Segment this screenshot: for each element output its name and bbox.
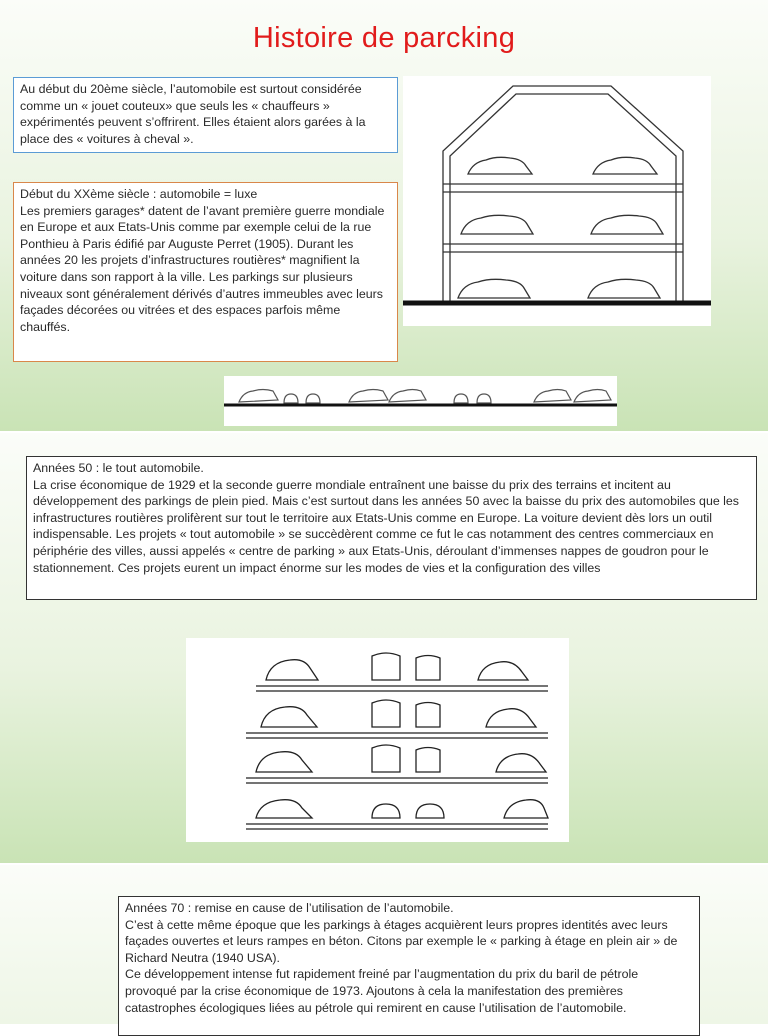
box-heading: Années 70 : remise en cause de l’utilisation de l’automobile.	[125, 901, 454, 915]
box-heading: Années 50 : le tout automobile.	[33, 461, 204, 475]
multi-level-parking-illustration	[186, 638, 569, 842]
text-box-luxury-era	[13, 182, 398, 362]
paragraph: Au début du 20ème siècle, l’automobile est surtout considérée comme un « jouet couteux» que seuls les « chauffeurs » expérimentés peuvent s’offrirent. Elles étaient alors garées à la place des « voitures à cheval ».	[20, 82, 366, 146]
ground-level-cars-illustration	[224, 376, 617, 426]
paragraph: C’est à cette même époque que les parkings à étages acquièrent leurs propres identités avec leurs façades ouvertes et leurs rampes en béton. Citons par exemple le « parking à étage en plein air » de Richard Neutra (1940 USA).	[125, 917, 678, 965]
text-box-1970s	[118, 896, 700, 1036]
slide-separator	[0, 863, 768, 865]
garage-building-illustration	[403, 76, 711, 326]
page-title: Histoire de parcking	[252, 22, 516, 54]
paragraph: La crise économique de 1929 et la seconde guerre mondiale entraînent une baisse du prix des terrains et incitent au développement des parkings de plein pied. Mais c’est surtout dans les années 50 avec la baisse du prix des automobiles que les infrastructures routières prolifèrent sur tout le territoire aux Etats-Unis comme en Europe. La voiture devient dès lors un outil indispensable. Les projets « tout automobile » se succèdèrent comme ce fut le cas notamment des centres commerciaux en périphérie des villes, aussi appelés « centre de parking » aux Etats-Unis, déroulant d’immenses nappes de goudron pour le stationnement. Ces projets eurent un impact énorme sur les modes de vies et la configuration des villes	[33, 477, 740, 575]
text-box-early-20th-century	[13, 77, 398, 153]
paragraph: Les premiers garages* datent de l’avant première guerre mondiale en Europe et aux Etats-Unis comme par exemple celui de la rue Ponthieu à Paris édifié par Auguste Perret (1905). Durant les années 20 les projets d’infrastructures routières* magnifient la voiture dans son rapport à la ville. Les parkings sur plusieurs niveaux sont généralement dérivés d’autres immeubles avec leurs façades décorées ou vitrées et des espaces parfois même chauffés.	[20, 203, 385, 334]
text-box-1950s	[26, 456, 757, 600]
box-heading: Début du XXème siècle : automobile = luxe	[20, 187, 258, 201]
paragraph: Ce développement intense fut rapidement freiné par l’augmentation du prix du baril de pétrole provoqué par la crise économique de 1973. Ajoutons à cela la manifestation des premières catastrophes écologiques liées au pétrole qui remirent en cause l’utilisation de l’automobile.	[125, 967, 639, 1015]
slide-separator	[0, 431, 768, 433]
